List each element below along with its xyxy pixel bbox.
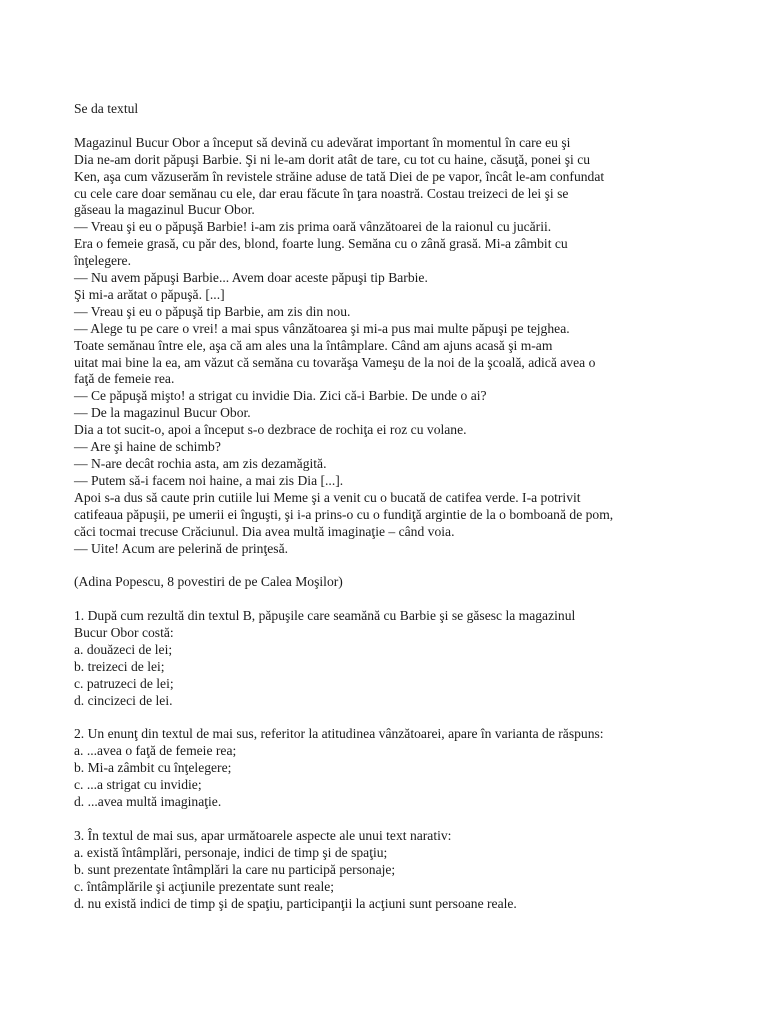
paragraph-gap bbox=[74, 591, 754, 608]
source-citation: (Adina Popescu, 8 povestiri de pe Calea Moşilor) bbox=[74, 574, 343, 590]
answer-option: b. sunt prezentate întâmplări la care nu participă personaje; bbox=[74, 861, 396, 877]
paragraph-gap bbox=[74, 557, 754, 574]
passage-line: Dia ne-am dorit păpuşi Barbie. Şi ni le-am dorit atât de tare, cu tot cu haine, căsuţă, ponei şi cu bbox=[74, 151, 591, 167]
paragraph-gap bbox=[74, 710, 754, 727]
answer-option: c. ...a strigat cu invidie; bbox=[74, 777, 202, 793]
passage-line: găseau la magazinul Bucur Obor. bbox=[74, 202, 255, 218]
question-stem: 3. În textul de mai sus, apar următoarele aspecte ale unui text narativ: bbox=[74, 827, 452, 843]
answer-option: b. Mi-a zâmbit cu înţelegere; bbox=[74, 760, 232, 776]
passage-line: înţelegere. bbox=[74, 253, 131, 269]
question-2 bbox=[74, 726, 754, 811]
passage-line: — De la magazinul Bucur Obor. bbox=[74, 405, 251, 421]
question-stem: 1. După cum rezultă din textul B, păpuşile care seamănă cu Barbie şi se găsesc la magazinul bbox=[74, 608, 576, 624]
passage-line: — Uite! Acum are pelerină de prinţesă. bbox=[74, 540, 289, 556]
passage-line: catifeaua păpuşii, pe umerii ei înguşti, şi i-a prins-o cu o fundiţă argintie de la o bomboană de pom, bbox=[74, 506, 614, 522]
answer-option: c. întâmplările şi acţiunile prezentate sunt reale; bbox=[74, 878, 335, 894]
paragraph-gap bbox=[74, 811, 754, 828]
passage-line: — Putem să-i facem noi haine, a mai zis Dia [...]. bbox=[74, 472, 344, 488]
passage-line: Magazinul Bucur Obor a început să devină cu adevărat important în momentul în care eu şi bbox=[74, 134, 571, 150]
document-page bbox=[74, 101, 754, 912]
passage bbox=[74, 135, 754, 558]
passage-line: căci tocmai trecuse Crăciunul. Dia avea multă imaginaţie – când voia. bbox=[74, 523, 455, 539]
passage-line: — Vreau şi eu o păpuşă Barbie! i-am zis prima oară vânzătoarei de la raionul cu jucării. bbox=[74, 219, 552, 235]
question-3 bbox=[74, 828, 754, 913]
passage-line: Ken, aşa cum văzuserăm în revistele străine aduse de tată Diei de pe vapor, încât le-am confundat bbox=[74, 168, 605, 184]
passage-line: — Are şi haine de schimb? bbox=[74, 439, 221, 455]
answer-option: d. ...avea multă imaginaţie. bbox=[74, 794, 222, 810]
passage-line: — Vreau şi eu o păpuşă tip Barbie, am zis din nou. bbox=[74, 303, 351, 319]
passage-line: Era o femeie grasă, cu păr des, blond, foarte lung. Semăna cu o zână grasă. Mi-a zâmbit cu bbox=[74, 236, 568, 252]
answer-option: a. există întâmplări, personaje, indici de timp şi de spaţiu; bbox=[74, 844, 388, 860]
answer-option: d. cincizeci de lei. bbox=[74, 692, 173, 708]
passage-line: Toate semănau între ele, aşa că am ales una la întâmplare. Când am ajuns acasă şi m-am bbox=[74, 337, 553, 353]
question-stem: Bucur Obor costă: bbox=[74, 625, 174, 641]
passage-line: Apoi s-a dus să caute prin cutiile lui Meme şi a venit cu o bucată de catifea verde. I-a potrivit bbox=[74, 489, 581, 505]
passage-line: — Ce păpuşă mişto! a strigat cu invidie Dia. Zici că-i Barbie. De unde o ai? bbox=[74, 388, 487, 404]
passage-line: — N-are decât rochia asta, am zis dezamăgită. bbox=[74, 456, 327, 472]
passage-line: uitat mai bine la ea, am văzut că semăna cu tovarăşa Vameşu de la noi de la şcoală, adică avea o bbox=[74, 354, 596, 370]
passage-line: faţă de femeie rea. bbox=[74, 371, 175, 387]
answer-option: b. treizeci de lei; bbox=[74, 658, 165, 674]
passage-line: — Nu avem păpuşi Barbie... Avem doar aceste păpuşi tip Barbie. bbox=[74, 270, 428, 286]
passage-line: cu cele care doar semănau cu ele, dar erau făcute în ţara noastră. Costau treizeci de lei şi se bbox=[74, 185, 569, 201]
paragraph-gap bbox=[74, 118, 754, 135]
passage-line: Dia a tot sucit-o, apoi a început s-o dezbrace de rochiţa ei roz cu volane. bbox=[74, 422, 467, 438]
question-1 bbox=[74, 608, 754, 709]
answer-option: a. ...avea o faţă de femeie rea; bbox=[74, 743, 237, 759]
answer-option: d. nu există indici de timp şi de spaţiu, participanţii la acţiuni sunt persoane reale. bbox=[74, 895, 517, 911]
passage-line: — Alege tu pe care o vrei! a mai spus vânzătoarea şi mi-a pus mai multe păpuşi pe tejghea. bbox=[74, 320, 570, 336]
question-stem: 2. Un enunţ din textul de mai sus, referitor la atitudinea vânzătoarei, apare în varianta de răspuns: bbox=[74, 726, 604, 742]
answer-option: c. patruzeci de lei; bbox=[74, 675, 174, 691]
answer-option: a. douăzeci de lei; bbox=[74, 641, 173, 657]
document-heading: Se da textul bbox=[74, 101, 139, 116]
passage-line: Şi mi-a arătat o păpuşă. [...] bbox=[74, 286, 225, 302]
